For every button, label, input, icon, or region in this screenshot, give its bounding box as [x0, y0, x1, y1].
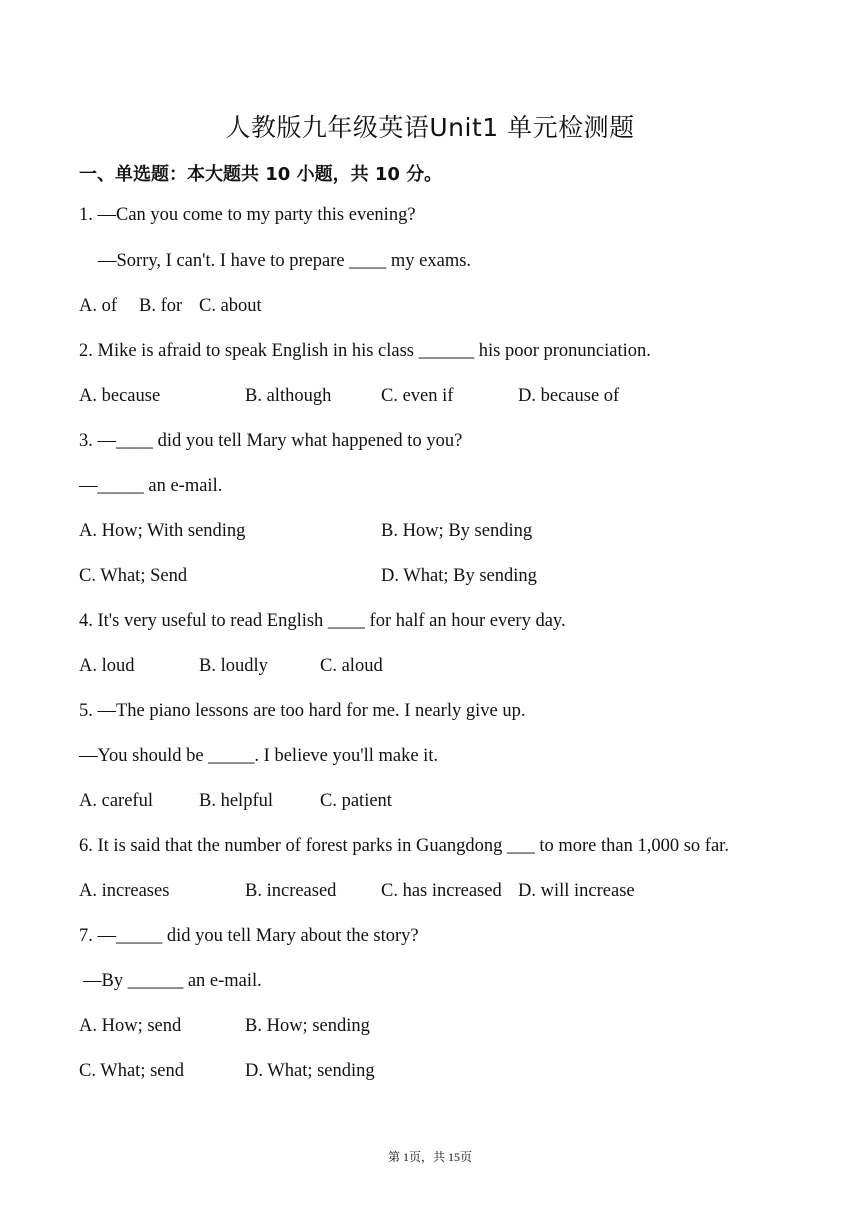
question-4-option-c: C. aloud	[320, 656, 383, 676]
question-3-option-c: C. What; Send	[79, 566, 188, 586]
question-1-option-a: A. of	[79, 296, 118, 316]
question-2-option-b: B. although	[245, 386, 332, 406]
question-7-option-b: B. How; sending	[245, 1016, 370, 1036]
question-2-stem: 2. Mike is afraid to speak English in his class ______ his poor pronunciation.	[79, 341, 651, 361]
question-7-option-a: A. How; send	[79, 1016, 182, 1036]
question-3-reply: —_____ an e-mail.	[79, 476, 223, 496]
question-5-reply: —You should be _____. I believe you'll make it.	[79, 746, 439, 766]
question-4-stem: 4. It's very useful to read English ____ for half an hour every day.	[79, 611, 566, 631]
question-1-reply: —Sorry, I can't. I have to prepare ____ my exams.	[98, 251, 472, 271]
question-7-option-c: C. What; send	[79, 1061, 184, 1081]
question-2-option-a: A. because	[79, 386, 161, 406]
question-6-option-c: C. has increased	[381, 881, 502, 901]
section-heading: 一、单选题：本大题共 10 小题，共 10 分。	[79, 164, 443, 185]
question-3-option-d: D. What; By sending	[381, 566, 537, 586]
question-2-option-c: C. even if	[381, 386, 454, 406]
question-2-option-d: D. because of	[518, 386, 620, 406]
page-footer: 第 1页，共 15页	[387, 1150, 472, 1164]
question-1-option-c: C. about	[199, 296, 262, 316]
question-6-option-d: D. will increase	[518, 881, 635, 901]
question-1-option-b: B. for	[139, 296, 183, 316]
question-6-option-b: B. increased	[245, 881, 337, 901]
question-3-option-b: B. How; By sending	[381, 521, 533, 541]
question-6-stem: 6. It is said that the number of forest parks in Guangdong ___ to more than 1,000 so far.	[79, 836, 729, 856]
question-5-option-c: C. patient	[320, 791, 392, 811]
question-6-option-a: A. increases	[79, 881, 170, 901]
question-3-option-a: A. How; With sending	[79, 521, 246, 541]
question-4-option-b: B. loudly	[199, 656, 268, 676]
question-4-option-a: A. loud	[79, 656, 135, 676]
question-3-stem: 3. —____ did you tell Mary what happened to you?	[79, 431, 463, 451]
question-1-stem: 1. —Can you come to my party this evening?	[79, 205, 416, 225]
question-5-stem: 5. —The piano lessons are too hard for me. I nearly give up.	[79, 701, 526, 721]
question-7-stem: 7. —_____ did you tell Mary about the story?	[79, 926, 419, 946]
page-title: 人教版九年级英语Unit1 单元检测题	[225, 113, 635, 142]
question-5-option-a: A. careful	[79, 791, 153, 811]
question-7-reply: —By ______ an e-mail.	[83, 971, 262, 991]
question-7-option-d: D. What; sending	[245, 1061, 375, 1081]
question-5-option-b: B. helpful	[199, 791, 273, 811]
